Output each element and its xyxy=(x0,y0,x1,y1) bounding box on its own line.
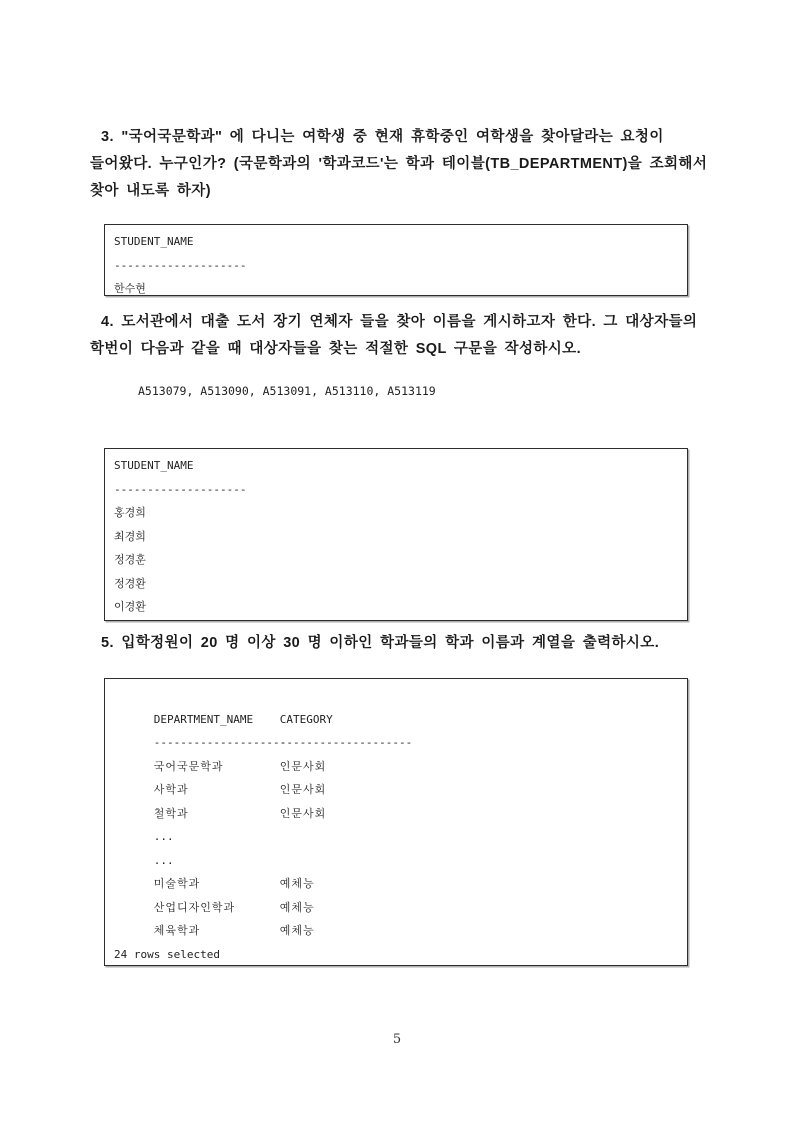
question-3-line-2: 들어왔다. 누구인가? (국문학과의 '학과코드'는 학과 테이블(TB_DEPARTMENT)을 조회해서 xyxy=(90,156,708,172)
column-header: CATEGORY xyxy=(279,712,333,726)
page-number: 5 xyxy=(392,1032,402,1047)
category-cell: 예체능 xyxy=(279,900,315,914)
department-cell: 체육학과 xyxy=(153,924,201,937)
row-count-footer: 24 rows selected xyxy=(114,947,220,961)
column-header: STUDENT_NAME xyxy=(114,235,194,248)
result-row: 홍경희 xyxy=(114,506,146,519)
department-cell: 국어국문학과 xyxy=(153,759,224,773)
ellipsis-cell: ... xyxy=(153,830,174,843)
question-4-line-1: 4. 도서관에서 대출 도서 장기 연체자 들을 찾아 이름을 게시하고자 한다. 그 대상자들의 xyxy=(101,314,698,330)
result-row: 이경환 xyxy=(114,600,146,613)
category-cell: 인문사회 xyxy=(279,759,327,773)
question-3-line-1: 3. "국어국문학과" 에 다니는 여학생 중 현재 휴학중인 여학생을 찾아달라는 요청이 xyxy=(101,129,664,145)
department-cell: 산업디자인학과 xyxy=(153,900,236,914)
department-cell: 사학과 xyxy=(153,783,189,796)
department-cell: 철학과 xyxy=(153,806,189,820)
question-4 xyxy=(90,309,740,363)
column-header: DEPARTMENT_NAME xyxy=(153,712,254,726)
result-row: 정경훈 xyxy=(114,553,146,566)
question-5-line-1: 5. 입학정원이 20 명 이상 30 명 이하인 학과들의 학과 이름과 계열을 출력하시오. xyxy=(101,635,660,651)
department-cell: 미술학과 xyxy=(153,877,201,890)
ellipsis-cell: ... xyxy=(153,853,174,867)
divider: -------------------- xyxy=(153,736,287,749)
result-box-q3 xyxy=(104,224,688,296)
divider-row: -------------------- xyxy=(114,258,247,272)
category-cell: 예체능 xyxy=(279,924,315,937)
category-cell: 예체능 xyxy=(279,877,315,890)
table-header-row xyxy=(114,684,687,726)
category-cell: 인문사회 xyxy=(279,783,327,796)
category-cell: 인문사회 xyxy=(279,806,327,820)
result-row: 정경환 xyxy=(114,576,146,590)
column-header: STUDENT_NAME xyxy=(114,459,194,472)
result-box-q5 xyxy=(104,678,688,966)
question-3 xyxy=(90,124,740,205)
question-5 xyxy=(90,630,740,657)
question-3-line-3: 찾아 내도록 하자) xyxy=(90,183,211,199)
divider-row: -------------------- xyxy=(114,482,247,496)
result-box-q4 xyxy=(104,448,688,621)
result-row: 한수현 xyxy=(114,282,146,295)
result-row: 최경희 xyxy=(114,529,146,543)
divider: -------------------- xyxy=(279,736,413,749)
student-id-list: A513079, A513090, A513091, A513110, A513119 xyxy=(138,384,436,398)
question-4-line-2: 학번이 다음과 같을 때 대상자들을 찾는 적절한 SQL 구문을 작성하시오. xyxy=(90,341,582,357)
